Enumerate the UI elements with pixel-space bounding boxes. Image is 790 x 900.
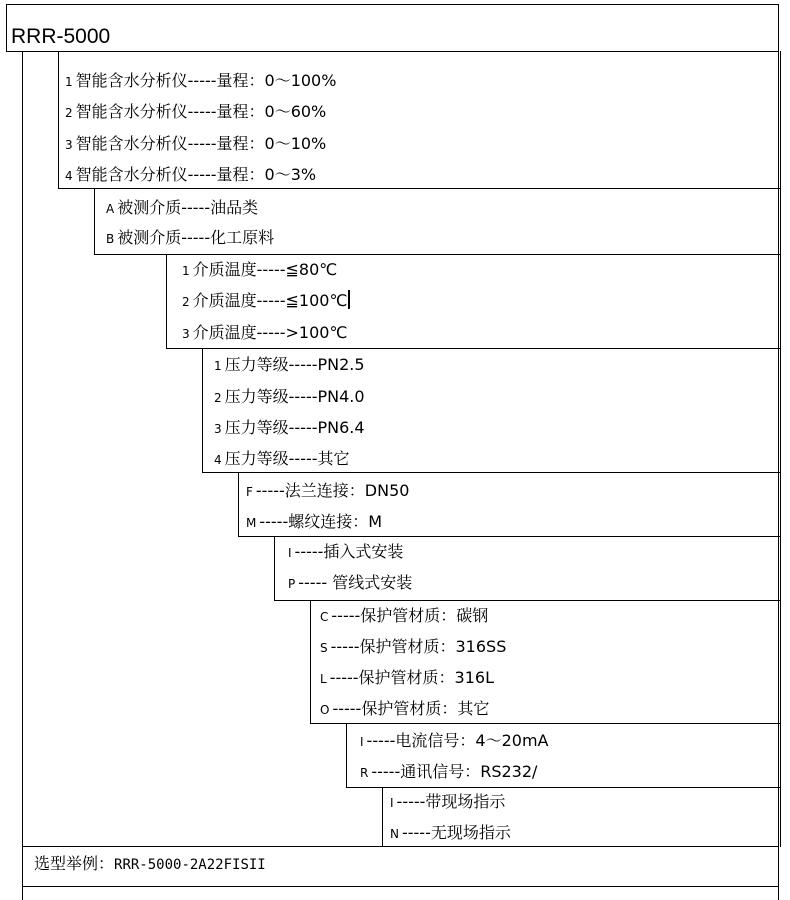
option-text: -----通讯信号：RS232/: [371, 762, 538, 781]
option-code: L: [320, 672, 327, 686]
option-3-2: [182, 290, 350, 313]
option-8-2: [360, 761, 537, 784]
option-text: 压力等级-----其它: [224, 449, 350, 468]
option-text: 被测介质-----油品类: [117, 198, 259, 217]
option-code: I: [360, 735, 364, 749]
option-2-1: [106, 197, 258, 220]
option-code: O: [320, 703, 330, 717]
option-text: 介质温度-----≦100℃: [192, 291, 348, 310]
option-3-3: [182, 322, 347, 345]
option-code: 1: [65, 75, 73, 89]
example-text: [34, 853, 266, 876]
option-text: -----带现场指示: [396, 792, 506, 811]
option-text: ----- 管线式安装: [298, 573, 413, 592]
option-text: -----保护管材质：316SS: [330, 637, 507, 656]
option-code: C: [320, 610, 329, 624]
option-text: 介质温度-----≦80℃: [192, 260, 338, 279]
option-text: 智能含水分析仪-----量程：0～60%: [75, 102, 327, 121]
example-label: 选型举例：: [34, 854, 115, 873]
option-6-1: [288, 541, 403, 564]
option-code: 4: [214, 453, 222, 467]
option-code: 3: [65, 138, 73, 152]
option-7-2: [320, 636, 506, 659]
option-4-2: [214, 386, 365, 409]
option-code: N: [390, 827, 399, 841]
option-9-2: [390, 822, 511, 845]
option-text: 介质温度----->100℃: [192, 323, 348, 342]
example-row: [22, 846, 779, 887]
option-code: M: [246, 516, 257, 530]
option-code: 2: [65, 106, 73, 120]
option-2-2: [106, 227, 274, 250]
option-4-4: [214, 448, 350, 471]
option-text: 智能含水分析仪-----量程：0～3%: [75, 165, 317, 184]
option-code: 3: [214, 422, 222, 436]
option-text: -----法兰连接：DN50: [255, 481, 410, 500]
option-code: 3: [182, 327, 190, 341]
option-code: F: [246, 485, 253, 499]
option-text: 压力等级-----PN6.4: [224, 418, 365, 437]
option-text: -----保护管材质：316L: [329, 668, 495, 687]
option-text: -----螺纹连接：M: [259, 512, 383, 531]
option-code: 4: [65, 169, 73, 183]
option-1-4: [65, 164, 316, 187]
option-code: I: [288, 546, 292, 560]
example-value: RRR-5000-2A22FISII: [114, 857, 266, 873]
option-text: 压力等级-----PN4.0: [224, 387, 365, 406]
text-cursor: [348, 290, 350, 309]
option-text: -----插入式安装: [294, 542, 404, 561]
option-5-2: [246, 511, 382, 534]
option-7-3: [320, 667, 494, 690]
option-5-1: [246, 480, 409, 503]
option-code: I: [390, 796, 394, 810]
option-7-1: [320, 605, 488, 628]
option-4-3: [214, 417, 365, 440]
option-code: 1: [182, 264, 190, 278]
option-text: -----无现场指示: [401, 823, 511, 842]
option-9-1: [390, 791, 505, 814]
option-6-2: [288, 572, 412, 595]
option-code: 2: [214, 391, 222, 405]
option-code: A: [106, 202, 115, 216]
option-8-1: [360, 730, 549, 753]
option-code: 1: [214, 359, 222, 373]
option-text: -----电流信号：4～20mA: [366, 731, 549, 750]
option-4-1: [214, 354, 365, 377]
option-1-2: [65, 101, 326, 124]
option-1-3: [65, 133, 326, 156]
option-1-1: [65, 70, 336, 93]
option-code: S: [320, 641, 328, 655]
option-code: R: [360, 766, 369, 780]
option-text: -----保护管材质：其它: [332, 699, 490, 718]
option-code: B: [106, 232, 115, 246]
option-text: -----保护管材质：碳钢: [331, 606, 489, 625]
option-7-4: [320, 698, 489, 721]
option-code: P: [288, 577, 296, 591]
option-text: 智能含水分析仪-----量程：0～100%: [75, 71, 337, 90]
option-text: 压力等级-----PN2.5: [224, 355, 365, 374]
option-3-1: [182, 259, 337, 282]
option-code: 2: [182, 295, 190, 309]
option-text: 被测介质-----化工原料: [117, 228, 275, 247]
option-text: 智能含水分析仪-----量程：0～10%: [75, 134, 327, 153]
model-title: RRR-5000: [11, 25, 111, 48]
title-box: [6, 4, 779, 52]
